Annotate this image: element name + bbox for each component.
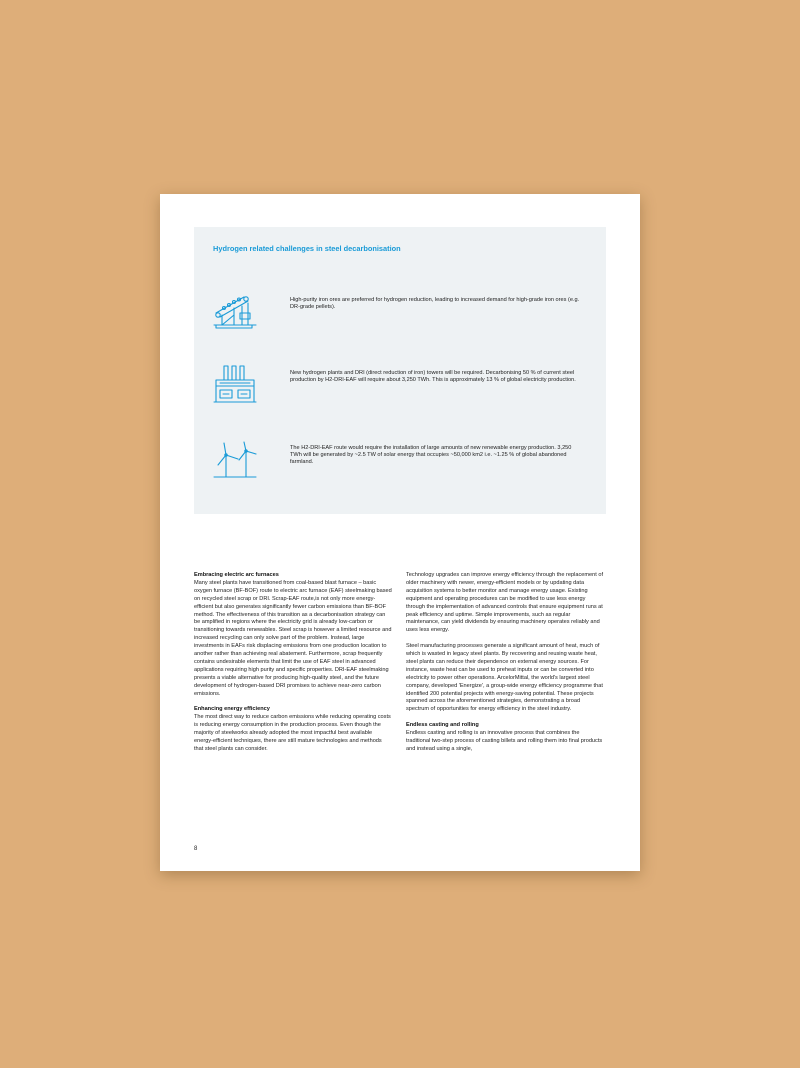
challenge-text-ore: High-purity iron ores are preferred for hydrogen reduction, leading to increased demand for high-grade iron ores (e.g. DR-grade pellets). — [290, 297, 580, 311]
right-column — [406, 572, 604, 762]
conveyor-ore-icon — [212, 291, 258, 333]
heading-endless-casting: Endless casting and rolling — [406, 722, 479, 729]
document-page — [160, 194, 640, 871]
paragraph-waste-heat: Steel manufacturing processes generate a significant amount of heat, much of which is wasted in legacy steel plants. By recovering and reusing waste heat, steel plants can reduce their dependence on external energy sources. For instance, waste heat can be used to preheat inputs or can be converted into electricity to power other operations. ArcelorMittal, the world's largest steel company, developed 'Energize', a group-wide energy efficiency programme that identified 200 potential projects with energy-saving potential. These projects spanned across the aforementioned strategies, demonstrating a broad spectrum of opportunities for energy efficiency in the steel industry. — [406, 643, 603, 713]
paragraph-technology-upgrades: Technology upgrades can improve energy efficiency through the replacement of older machinery with newer, energy-efficient models or by updating data acquisition systems to better monitor and manage energy usage. Existing equipment and operating procedures can be modified to use less energy through the implementation of advanced controls that ensure equipment runs at peak efficiency and uptime. Simple improvements, such as regular maintenance, can yield dividends by ensuring machinery operates reliably and uses less energy. — [406, 572, 604, 634]
plant-towers-icon — [212, 364, 258, 406]
challenges-box — [194, 227, 606, 514]
challenge-text-wind: The H2-DRI-EAF route would require the installation of large amounts of new renewable energy production. 3,250 TWh will be generated by ~2.5 TW of solar energy that occupies ~50,000 km2 i.e. ~1.25 % of global abandoned farmland. — [290, 445, 572, 466]
page-number: 8 — [194, 846, 198, 852]
wind-turbines-icon — [212, 441, 258, 483]
heading-energy-efficiency: Enhancing energy efficiency — [194, 706, 270, 713]
paragraph-energy-efficiency: The most direct way to reduce carbon emissions while reducing operating costs is reducing energy consumption in the production process. Even though the majority of steelworks already adopted the most impactful best available energy-efficient techniques, there are still mature technologies and methods that steel plants can consider. — [194, 714, 391, 752]
box-title: Hydrogen related challenges in steel decarbonisation — [213, 244, 401, 253]
challenge-text-plant: New hydrogen plants and DRI (direct reduction of iron) towers will be required. Decarbonising 50 % of current steel production by H2-DRI-EAF will require about 3,250 TWh. This is approximately 13 % of global electricity production. — [290, 370, 576, 384]
heading-electric-arc: Embracing electric arc furnaces — [194, 572, 279, 578]
paragraph-electric-arc: Many steel plants have transitioned from coal-based blast furnace – basic oxygen furnace (BF-BOF) route to electric arc furnace (EAF) steelmaking based on recycled steel scrap or DRI. Scrap-EAF route,is not only more energy-efficient but also generates significantly fewer carbon emissions than BF-BOF method. The effectiveness of this transition as a decarbonisation strategy can be amplified in regions where the electricity grid is already low-carbon or transitioning towards renewables. Steel scrap is however a limited resource and increased recycling can only solve part of the problem. Instead, large investments in EAFs risk displacing emissions from one production location to another rather than achieving real abatement. Furthermore, scrap frequently contains undesirable elements that limit the use of EAF steel in advanced applications requiring high purity and specific properties. DRI-EAF steelmaking presents a viable alternative for producing high-quality steel, and the future development of hydrogen-based DRI promises to achieve near-zero carbon emissions. — [194, 579, 392, 697]
paragraph-endless-casting: Endless casting and rolling is an innovative process that combines the traditional two-step process of casting billets and rolling them into final products and instead using a single, — [406, 730, 603, 752]
left-column — [194, 572, 392, 762]
